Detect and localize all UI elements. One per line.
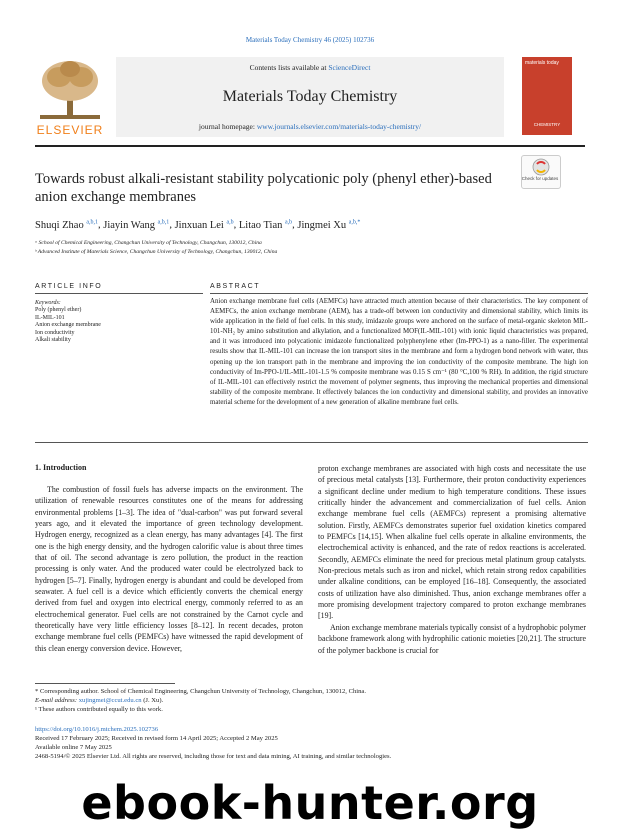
keywords-label: Keywords: (35, 300, 61, 306)
sciencedirect-link[interactable]: ScienceDirect (328, 63, 371, 72)
email-label: E-mail address: (35, 697, 79, 704)
article-info-heading: ARTICLE INFO (35, 283, 103, 290)
email-note (35, 697, 585, 706)
doi-link[interactable]: https://doi.org/10.1016/j.mtchem.2025.102736 (35, 726, 159, 733)
abstract-bottom-rule (35, 442, 588, 443)
author-5[interactable]: Jingmei Xu $^{a,b,*}$ (297, 219, 361, 231)
keyword-item: IL-MIL-101 (35, 314, 65, 321)
author-list: Shuqi Zhao $^{a,b,1}$, Jiayin Wang $^{a,b,1}$, Jinxuan Lei $^{a,b}$, Litao Tian $^{a,b}$, Jingmei Xu $^{a,b,*}$ (35, 219, 361, 231)
check-for-updates-badge[interactable] (521, 155, 561, 189)
email-suffix: (J. Xu). (141, 697, 164, 704)
abstract-heading: ABSTRACT (210, 283, 261, 290)
contents-line (116, 63, 504, 72)
footnote-divider (35, 683, 175, 684)
article-info-rule (35, 293, 203, 294)
journal-reference[interactable]: Materials Today Chemistry 46 (2025) 102736 (245, 36, 375, 44)
intro-paragraph: Anion exchange membrane materials typically consist of a hydrophobic polymer backbone framework along with hydrophilic cationic moieties [20,21]. The structure of the polymer backbone is crucial for (318, 622, 586, 655)
homepage-prefix: journal homepage: (198, 122, 257, 131)
check-updates-icon (522, 156, 560, 178)
journal-name: Materials Today Chemistry (222, 88, 398, 105)
check-for-updates-label: Check for updates (521, 176, 559, 181)
affiliation-b: ᵇ Advanced Institute of Materials Science, Changchun University of Technology, Changchun, 130012, China (35, 249, 278, 255)
abstract-rule (210, 293, 588, 294)
keyword-item: Ion conductivity (35, 329, 75, 336)
intro-left-column (35, 484, 303, 654)
abstract-text: Anion exchange membrane fuel cells (AEMFCs) have attracted much attention because of their characteristics. The key component of AEMFCs, the anion exchange membrane (AEM), has a trade-off between ion conductivity and dimensional stability, which limits its wide application in the field of fuel cells. In this study, imidazole groups were anchored on the surface of metal-organic skeleton MIL-101-NH₂ by amino substitution and alkylation, and a functionalized MOF(IL-MIL-101) with ionic liquid characteristics was prepared, and it was introduced into polycationic imidazole functionalized polyphenylene ether (Im-PPO-1) as a nano-filler. The experimental results show that IL-MIL-101 can increase the ion transport sites in the membrane and form a hydrogen bond network with water, thus opening up the ion transport path in the membrane and improving the ion conductivity of the composite membrane. The high ion conductivity of Im-PPO-1/IL-MIL-101-1.5 % composite membrane was 0.15 S cm⁻¹ (80 °C,100 % RH). In addition, the rigid structure of IL-MIL-101 can effectively restrict the movement of polymer segments, thus improving the mechanical properties and dimensional stability of the composite membrane. It effectively balances the ion conductivity and dimensional stability, and provides an innovative material scheme for the development of a new generation of alkaline membrane fuel cells. (210, 298, 588, 406)
keyword-item: Poly (phenyl ether) (35, 307, 82, 314)
available-online: Available online 7 May 2025 (35, 744, 112, 751)
section-heading-introduction: 1. Introduction (35, 463, 87, 472)
cover-title: materials today (525, 60, 559, 66)
journal-homepage-line (116, 122, 504, 131)
homepage-link[interactable]: www.journals.elsevier.com/materials-today-chemistry/ (256, 122, 422, 131)
cover-subtitle: CHEMISTRY (533, 122, 561, 127)
watermark: ebook-hunter.org (81, 776, 539, 830)
affiliation-a: ᵃ School of Chemical Engineering, Changchun University of Technology, Changchun, 130012, China (35, 240, 262, 246)
author-4[interactable]: Litao Tian $^{a,b}$ (238, 219, 293, 231)
copyright-line: 2468-5194/© 2025 Elsevier Ltd. All rights are reserved, including those for text and data mining, AI training, and similar technologies. (35, 753, 392, 760)
contents-prefix: Contents lists available at (249, 63, 329, 72)
equal-contribution-note: ¹ These authors contributed equally to this work. (35, 706, 163, 713)
keyword-item: Anion exchange membrane (35, 322, 101, 329)
corresponding-author-note: * Corresponding author. School of Chemical Engineering, Changchun University of Technology, Changchun, 130012, China. (35, 688, 367, 695)
header-divider (35, 145, 585, 147)
elsevier-wordmark: ELSEVIER (36, 123, 104, 137)
intro-right-column (318, 463, 586, 656)
author-2[interactable]: Jiayin Wang $^{a,b,1}$ (103, 219, 170, 231)
intro-paragraph: proton exchange membranes are associated with high costs and necessitate the use of precious metal catalysts [13]. Furthermore, their proton conductivity experiences a significant decline under medium to high temperature conditions. These issues critically hinder the advancement and commercialization of fuel cells. Anion exchange membrane fuel cells (AEMFCs) represent a promising alternative solution. Firstly, AEMFCs demonstrates superior fuel oxidation kinetics compared to PEMFCs [14,15]. When alkaline fuel cells operate in alkaline environments, the electrochemical activity is enhanced, and the rate of redox reactions is accelerated. Secondly, AEMFCs eliminate the need for precious metal platinum group catalysts. Non-precious metals such as iron and nickel, which retain strong redox capabilities under alkaline conditions, can be employed [16–18]. Consequently, the associated costs of utilization have also diminished. Thus, anion exchange membranes offer a more promising development trajectory compared to proton exchange membranes [19]. (318, 464, 586, 621)
intro-paragraph: The combustion of fossil fuels has adverse impacts on the environment. The utilization of renewable resources constitutes one of the means for addressing environmental problems [1–3]. The idea of "dual-carbon" was put forward several years ago, and it elevated the importance of green technology development. Hydrogen energy, recognized as a clean energy, has many advantages [4]. The first one is the high energy density, and the hydrogen calorific value is about three times that of oil. The second advantage is zero pollution, the product in the reaction processing is only water. And the produced water could be electrolyzed back to hydrogen [5–7]. Finally, hydrogen energy is abundant and could be developed from seawater. A fuel cell is a device which efficiently converts the chemical energy derived from fuel and oxygen into electrical energy, commonly referred to as an electrochemical generator. Fuel cells are not constrained by the Carnot cycle and theoretically have very little efficiency losses [8–12]. In recent decades, proton exchange membrane fuel cells (PEMFCs) have witnessed the rapid development of this clean energy conversion device. However, (35, 485, 303, 653)
email-link[interactable]: xujingmei@ccut.edu.cn (78, 697, 142, 704)
author-1[interactable]: Shuqi Zhao $^{a,b,1}$ (35, 219, 99, 231)
received-dates: Received 17 February 2025; Received in revised form 14 April 2025; Accepted 2 May 2025 (35, 735, 278, 742)
article-title: Towards robust alkali-resistant stability polycationic poly (phenyl ether)-based anion exchange membranes (35, 171, 492, 205)
keyword-item: Alkali stability (35, 337, 71, 344)
author-3[interactable]: Jinxuan Lei $^{a,b}$ (174, 219, 234, 231)
keywords-block (35, 300, 205, 344)
